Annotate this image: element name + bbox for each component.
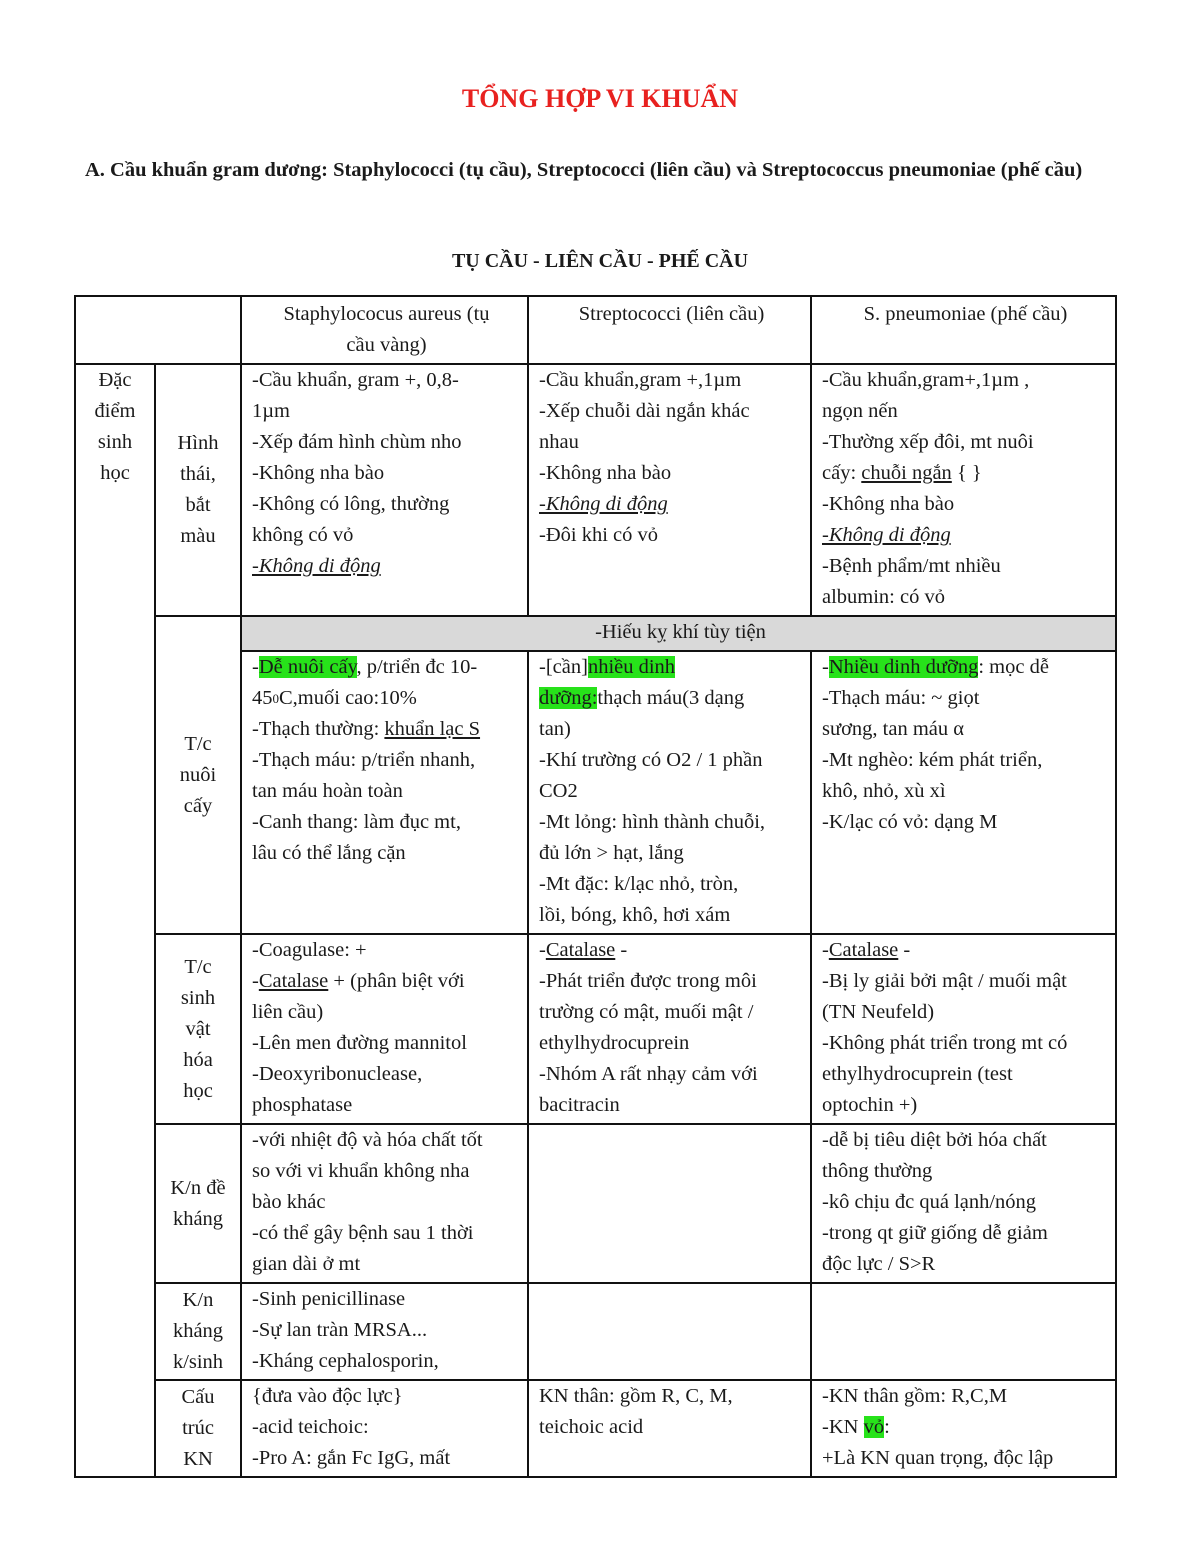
- group-label: Đặc điểm sinh học: [75, 364, 155, 1477]
- header-pneumo: S. pneumoniae (phế cầu): [811, 296, 1116, 364]
- cell-antigen-staph: {đưa vào độc lực} -acid teichoic: -Pro A: gắn Fc IgG, mất: [241, 1380, 528, 1477]
- label-morphology: Hình thái, bắt màu: [155, 364, 241, 616]
- row-morphology: [75, 364, 1116, 616]
- cell-antigen-strep: KN thân: gồm R, C, M, teichoic acid: [528, 1380, 811, 1477]
- cell-biochem-strep: -Catalase - -Phát triển được trong môi trường có mật, muối mật / ethylhydrocuprein -Nhóm A rất nhạy cảm với bacitracin: [528, 934, 811, 1124]
- section-heading: A. Cầu khuẩn gram dương: Staphylococci (tụ cầu), Streptococci (liên cầu) và Streptococcus pneumoniae (phế cầu): [85, 159, 1083, 181]
- row-biochem: [75, 934, 1116, 1124]
- cell-biochem-pneumo: -Catalase - -Bị ly giải bởi mật / muối mật (TN Neufeld) -Không phát triển trong mt có ethylhydrocuprein (test optochin +): [811, 934, 1116, 1124]
- cell-antibiotic-pneumo: [811, 1283, 1116, 1380]
- label-antibiotic: K/n kháng k/sinh: [155, 1283, 241, 1380]
- label-antigen: Cấu trúc KN: [155, 1380, 241, 1477]
- corner-cell: [75, 296, 241, 364]
- row-culture-band: [75, 616, 1116, 651]
- cell-culture-staph: -Dễ nuôi cấy, p/triển đc 10- $45^0C,muối$ cao:10% -Thạch thường: khuẩn lạc S -Thạch máu: p/triển nhanh, tan máu hoàn toàn -Canh thang: làm đục mt, lâu có thể lắng cặn: [241, 651, 528, 934]
- row-resistance: [75, 1124, 1116, 1283]
- aerobic-band: -Hiếu kỵ khí tùy tiện: [241, 616, 1116, 651]
- cell-resist-pneumo: -dễ bị tiêu diệt bởi hóa chất thông thường -kô chịu đc quá lạnh/nóng -trong qt giữ giống dễ giảm độc lực / S>R: [811, 1124, 1116, 1283]
- cell-biochem-staph: -Coagulase: + -Catalase + (phân biệt với liên cầu) -Lên men đường mannitol -Deoxyribonuclease, phosphatase: [241, 934, 528, 1124]
- document-title: TỔNG HỢP VI KHUẨN: [461, 84, 739, 113]
- header-staph: Staphylococus aureus (tụ cầu vàng): [241, 296, 528, 364]
- cell-resist-strep: [528, 1124, 811, 1283]
- cell-antibiotic-staph: -Sinh penicillinase -Sự lan tràn MRSA... -Kháng cephalosporin,: [241, 1283, 528, 1380]
- cell-culture-pneumo: -Nhiều dinh dưỡng: mọc dễ -Thạch máu: ~ giọt sương, tan máu α -Mt nghèo: kém phát triển, khô, nhỏ, xù xì -K/lạc có vỏ: dạng M: [811, 651, 1116, 934]
- comparison-table: [74, 295, 1117, 1478]
- cell-antibiotic-strep: [528, 1283, 811, 1380]
- header-strep: Streptococci (liên cầu): [528, 296, 811, 364]
- cell-culture-strep: -[cần]nhiều dinh dưỡng:thạch máu(3 dạng tan) -Khí trường có O2 / 1 phần CO2 -Mt lỏng: hình thành chuỗi, đủ lớn > hạt, lắng -Mt đặc: k/lạc nhỏ, tròn, lồi, bóng, khô, hơi xám: [528, 651, 811, 934]
- cell-morph-strep: -Cầu khuẩn,gram +,1µm -Xếp chuỗi dài ngắn khác nhau -Không nha bào -Không di động -Đôi khi có vỏ: [528, 364, 811, 616]
- cell-resist-staph: -với nhiệt độ và hóa chất tốt so với vi khuẩn không nha bào khác -có thể gây bệnh sau 1 thời gian dài ở mt: [241, 1124, 528, 1283]
- row-antibiotic: [75, 1283, 1116, 1380]
- cell-morph-pneumo: -Cầu khuẩn,gram+,1µm , ngọn nến -Thường xếp đôi, mt nuôi cấy: chuỗi ngắn { } -Không nha bào -Không di động -Bệnh phẩm/mt nhiều albumin: có vỏ: [811, 364, 1116, 616]
- label-resistance: K/n đề kháng: [155, 1124, 241, 1283]
- cell-morph-staph: -Cầu khuẩn, gram +, 0,8- 1µm -Xếp đám hình chùm nho -Không nha bào -Không có lông, thường không có vỏ -Không di động: [241, 364, 528, 616]
- table-title: TỤ CẦU - LIÊN CẦU - PHẾ CẦU: [451, 250, 749, 272]
- label-biochem: T/c sinh vật hóa học: [155, 934, 241, 1124]
- label-culture: T/c nuôi cấy: [155, 616, 241, 934]
- row-antigen: [75, 1380, 1116, 1477]
- header-row: [75, 296, 1116, 364]
- cell-antigen-pneumo: -KN thân gồm: R,C,M -KN vỏ: +Là KN quan trọng, độc lập: [811, 1380, 1116, 1477]
